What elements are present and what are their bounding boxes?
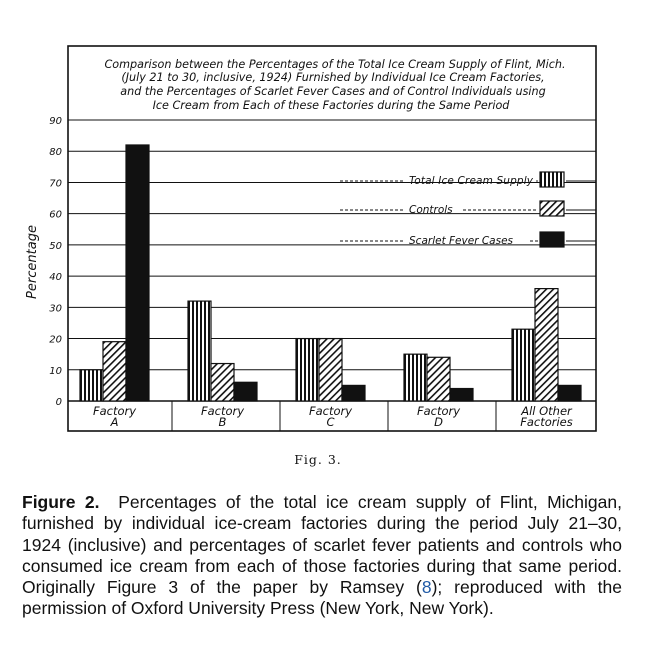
legend-swatch-solid [540,232,564,247]
y-tick-label-30: 30 [49,303,62,315]
bar-vertical-0 [80,370,103,401]
y-tick-label-20: 20 [49,334,62,346]
x-tick-label-4-1: Factories [520,415,573,429]
bar-vertical-4 [512,329,535,401]
y-tick-label-10: 10 [49,365,62,377]
caption-reference-link[interactable]: 8 [421,577,432,598]
bar-vertical-3 [404,354,427,401]
x-tick-label-1-1: B [218,415,227,429]
legend-label-0: Total Ice Cream Supply [409,175,533,187]
y-tick-label-0: 0 [55,397,62,408]
title-line-4: Ice Cream from Each of these Factories during the Same Period [152,99,510,112]
bar-solid-0 [126,145,149,401]
x-tick-label-2-0: Factory [308,404,353,418]
bar-diagonal-3 [427,357,450,401]
title-line-2: (July 21 to 30, inclusive, 1924) Furnished by Individual Ice Cream Factories, [121,71,545,84]
x-tick-label-2-1: C [326,415,335,429]
title-line-3: and the Percentages of Scarlet Fever Cases and of Control Individuals using [120,85,546,98]
legend [340,172,596,247]
caption-text: Percentages of the total ice cream supply of Flint, Michigan, furnished by individual ice-cream factories during the period July 21–30, 1924 (inclusive) and percentages of scarlet fever patients and controls who consumed ice cream from each of those factories during that same period. Originally Figure 3 of the paper by Ramsey ( [22,492,622,598]
bar-diagonal-2 [319,339,342,401]
bar-diagonal-0 [103,342,126,401]
figure-label: Fig. 3. [294,452,342,467]
legend-swatch-diagonal [540,201,564,216]
x-tick-label-3-0: Factory [416,404,461,418]
title-line-1: Comparison between the Percentages of the Total Ice Cream Supply of Flint, Mich. [104,58,566,71]
y-tick-label-60: 60 [49,209,62,221]
x-tick-label-0-0: Factory [92,404,137,418]
bar-solid-1 [234,382,257,401]
x-tick-label-3-1: D [434,415,443,429]
y-axis-label: Percentage [25,225,40,299]
legend-label-2: Scarlet Fever Cases [409,235,514,247]
y-tick-label-80: 80 [49,147,62,159]
legend-label-1: Controls [409,204,453,216]
y-tick-label-40: 40 [49,272,62,284]
x-tick-label-4-0: All Other [521,404,572,418]
bar-solid-3 [450,389,473,401]
bar-diagonal-1 [211,364,234,401]
chart-title [104,58,565,112]
x-tick-labels [93,401,573,431]
y-tick-labels [49,116,62,408]
y-tick-label-90: 90 [49,116,62,127]
bar-solid-2 [342,385,365,401]
y-tick-label-70: 70 [49,178,62,190]
x-tick-label-1-0: Factory [200,404,245,418]
figure-caption [22,492,622,620]
bar-diagonal-4 [535,289,558,401]
bar-solid-4 [558,385,581,401]
x-tick-label-0-1: A [110,415,119,429]
bar-vertical-1 [188,301,211,401]
y-tick-label-50: 50 [49,240,62,252]
caption-label: Figure 2. [22,492,100,512]
legend-swatch-vertical [540,172,564,187]
bar-vertical-2 [296,339,319,401]
caption-text-end: ); reproduced with the permission of Oxford University Press (New York, New York). [22,577,622,619]
